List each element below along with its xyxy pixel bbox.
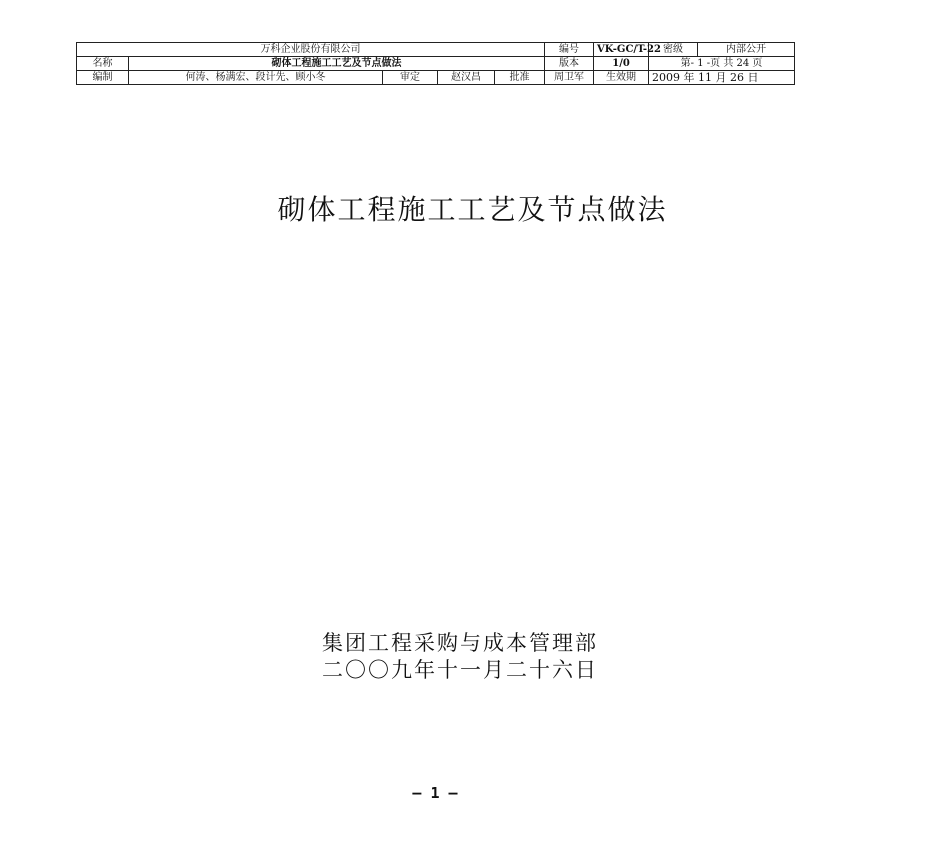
company-name: 万科企业股份有限公司 bbox=[77, 43, 545, 57]
code-value: VK-GC/T-22 bbox=[594, 43, 649, 57]
document-header-table bbox=[76, 42, 795, 85]
version-label: 版本 bbox=[545, 57, 594, 71]
author-value: 何涛、杨满宏、段计先、顾小冬 bbox=[129, 71, 383, 85]
page-number: – 1 – bbox=[412, 784, 458, 802]
effective-label: 生效期 bbox=[594, 71, 649, 85]
name-value: 砌体工程施工工艺及节点做法 bbox=[129, 57, 545, 71]
approver-value: 周卫军 bbox=[545, 71, 594, 85]
reviewer-value: 赵汉昌 bbox=[438, 71, 495, 85]
header-row-3 bbox=[77, 71, 795, 85]
effective-date: 2009 年 11 月 26 日 bbox=[649, 71, 795, 85]
author-label: 编制 bbox=[77, 71, 129, 85]
approver-label: 批准 bbox=[495, 71, 545, 85]
code-label: 编号 bbox=[545, 43, 594, 57]
issuing-department: 集团工程采购与成本管理部 bbox=[322, 631, 598, 655]
page-info: 第- 1 -页 共 24 页 bbox=[649, 57, 795, 71]
version-value: 1/0 bbox=[594, 57, 649, 71]
header-row-2 bbox=[77, 57, 795, 71]
reviewer-label: 审定 bbox=[383, 71, 438, 85]
secrecy-value: 内部公开 bbox=[698, 43, 795, 57]
issue-date: 二〇〇九年十一月二十六日 bbox=[322, 658, 598, 682]
name-label: 名称 bbox=[77, 57, 129, 71]
document-title: 砌体工程施工工艺及节点做法 bbox=[277, 193, 668, 226]
header-row-1 bbox=[77, 43, 795, 57]
secrecy-label: 密级 bbox=[649, 43, 698, 57]
